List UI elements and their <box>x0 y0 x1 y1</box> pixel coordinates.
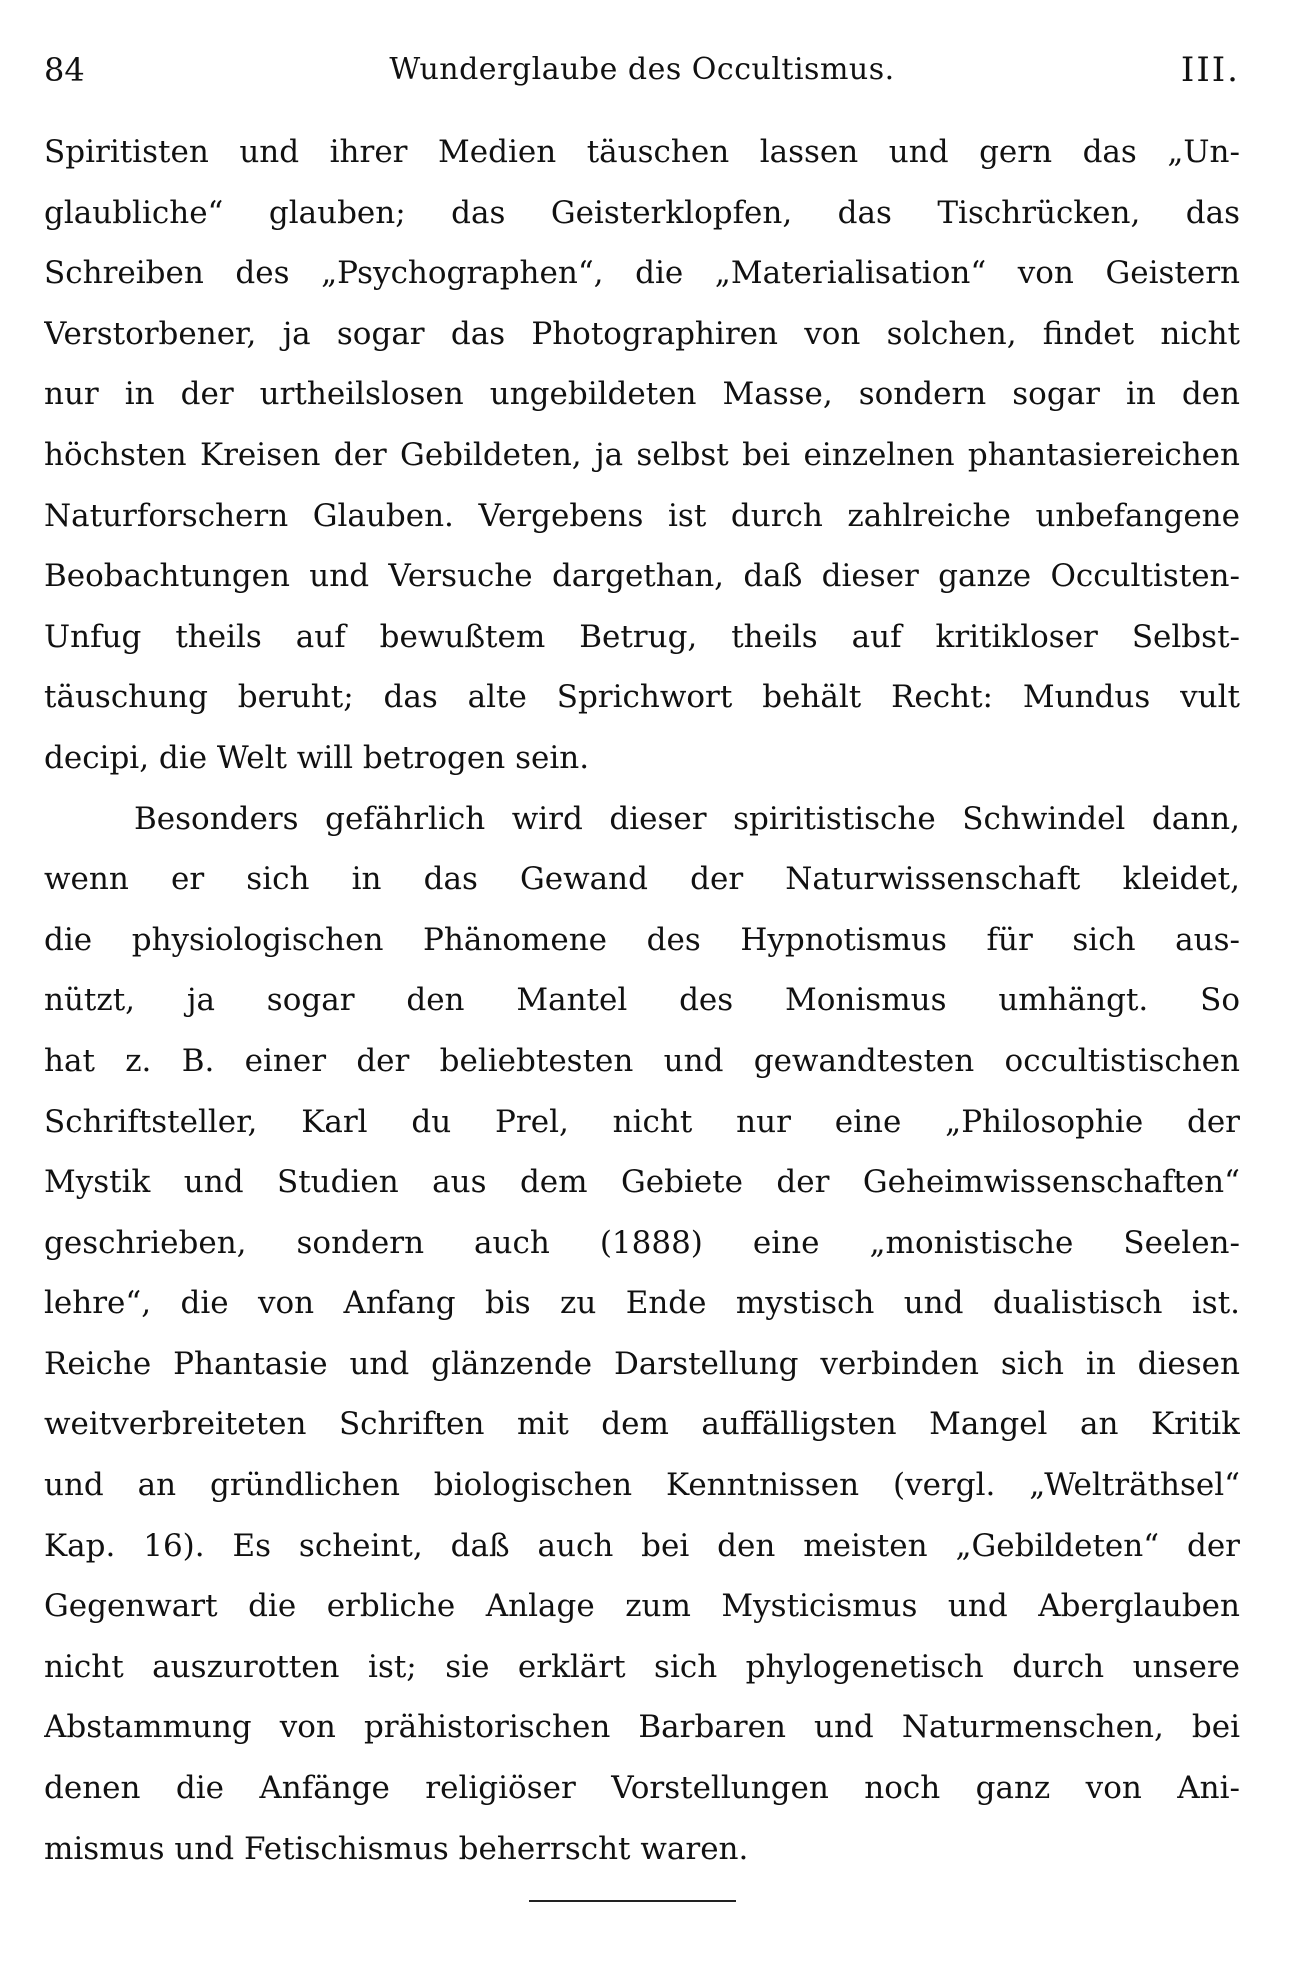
text-line: Mystik und Studien aus dem Gebiete der Geheimwissenschaften“ <box>44 1164 1240 1201</box>
text-line: und an gründlichen biologischen Kenntnissen (vergl. „Welträthsel“ <box>44 1467 1240 1504</box>
text-line: mismus und Fetischismus beherrscht waren. <box>44 1830 749 1867</box>
text-line: Beobachtungen und Versuche dargethan, daß dieser ganze Occultisten- <box>44 558 1240 595</box>
text-line: Spiritisten und ihrer Medien täuschen lassen und gern das „Un- <box>44 134 1240 170</box>
text-line: die physiologischen Phänomene des Hypnotismus für sich aus- <box>44 921 1240 958</box>
page-number: 84 <box>44 51 85 89</box>
text-line: hat z. B. einer der beliebtesten und gewandtesten occultistischen <box>44 1042 1240 1079</box>
text-line: nur in der urtheilslosen ungebildeten Masse, sondern sogar in den <box>44 376 1240 413</box>
text-line: Abstammung von prähistorischen Barbaren und Naturmenschen, bei <box>44 1709 1240 1746</box>
text-line: geschrieben, sondern auch (1888) eine „monistische Seelen- <box>44 1224 1240 1261</box>
text-line: weitverbreiteten Schriften mit dem auffälligsten Mangel an Kritik <box>44 1406 1240 1443</box>
running-title: Wunderglaube des Occultismus. <box>389 52 895 87</box>
text-line: denen die Anfänge religiöser Vorstellungen noch ganz von Ani- <box>44 1770 1240 1807</box>
text-line: höchsten Kreisen der Gebildeten, ja selbst bei einzelnen phantasiereichen <box>44 436 1240 473</box>
text-line: Gegenwart die erbliche Anlage zum Mysticismus und Aberglauben <box>44 1588 1240 1625</box>
text-line: lehre“, die von Anfang bis zu Ende mystisch und dualistisch ist. <box>44 1285 1240 1322</box>
text-line: täuschung beruht; das alte Sprichwort behält Recht: Mundus vult <box>44 679 1240 716</box>
text-line: Schriftsteller, Karl du Prel, nicht nur eine „Philosophie der <box>44 1103 1240 1140</box>
text-line: Schreiben des „Psychographen“, die „Materialisation“ von Geistern <box>44 255 1240 292</box>
text-line: Kap. 16). Es scheint, daß auch bei den meisten „Gebildeten“ der <box>44 1527 1240 1564</box>
text-line: Verstorbener, ja sogar das Photographiren von solchen, findet nicht <box>44 315 1240 352</box>
text-line: nicht auszurotten ist; sie erklärt sich phylogenetisch durch unsere <box>44 1648 1240 1685</box>
text-line: glaubliche“ glauben; das Geisterklopfen, das Tischrücken, das <box>44 194 1240 231</box>
text-line: Besonders gefährlich wird dieser spiritistische Schwindel dann, <box>134 800 1240 837</box>
text-line: Naturforschern Glauben. Vergebens ist durch zahlreiche unbefangene <box>44 497 1240 534</box>
text-line: nützt, ja sogar den Mantel des Monismus umhängt. So <box>44 982 1240 1019</box>
page-header <box>44 40 1240 100</box>
text-line: wenn er sich in das Gewand der Naturwissenschaft kleidet, <box>44 861 1240 898</box>
text-line: decipi, die Welt will betrogen sein. <box>44 739 590 776</box>
chapter-number: III. <box>1180 50 1240 90</box>
body-text <box>44 122 1240 1879</box>
text-line: Reiche Phantasie und glänzende Darstellung verbinden sich in diesen <box>44 1345 1240 1382</box>
section-rule <box>529 1900 736 1902</box>
text-line: Unfug theils auf bewußtem Betrug, theils auf kritikloser Selbst- <box>44 618 1240 655</box>
